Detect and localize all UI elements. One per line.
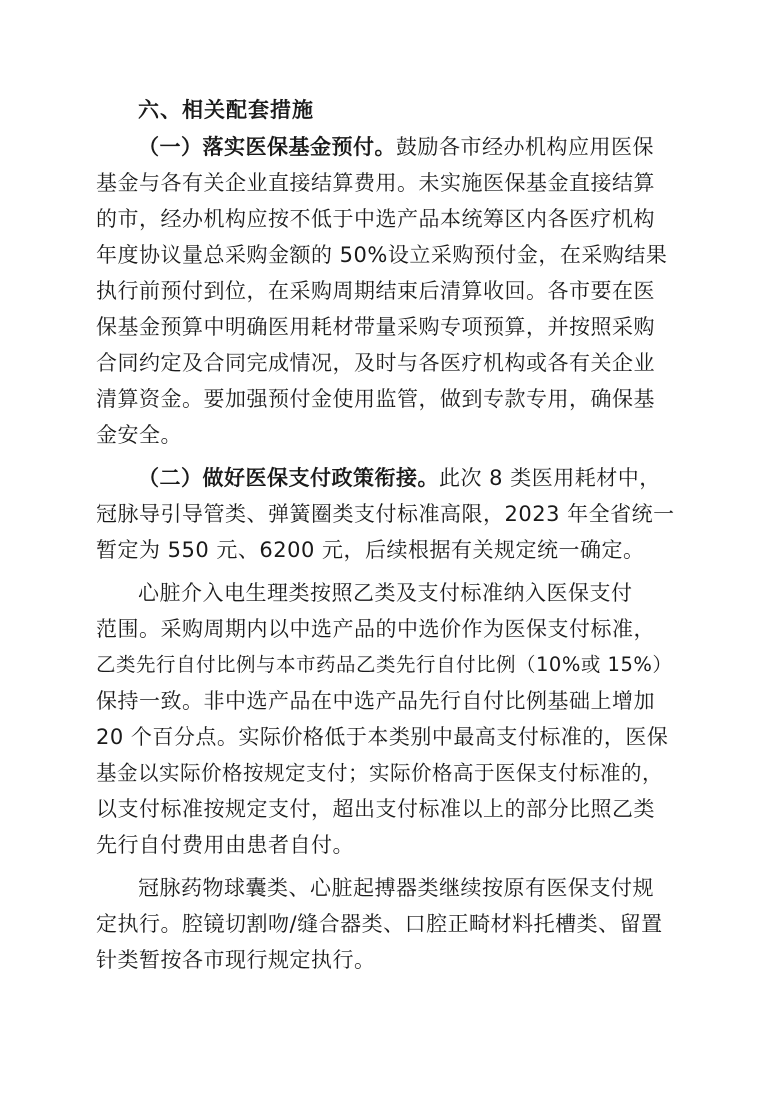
line-text: 合同约定及合同完成情况，及时与各医疗机构或各有关企业	[96, 351, 655, 375]
text-line	[96, 647, 672, 683]
text-line	[96, 273, 655, 309]
paragraph-lead: （一）落实医保基金预付。	[138, 135, 396, 159]
text-line	[96, 532, 645, 568]
line-text: 执行前预付到位，在采购周期结束后清算收回。各市要在医	[96, 279, 655, 303]
line-text: 年度协议量总采购金额的 50%设立采购预付金，在采购结果	[96, 243, 668, 267]
line-text: 以支付标准按规定支付，超出支付标准以上的部分比照乙类	[96, 797, 655, 821]
text-line	[96, 719, 668, 755]
text-line	[96, 345, 655, 381]
text-line	[96, 827, 354, 863]
line-text: 乙类先行自付比例与本市药品乙类先行自付比例（10%或 15%）	[96, 653, 673, 676]
text-line	[96, 381, 655, 417]
line-text: 保持一致。非中选产品在中选产品先行自付比例基础上增加	[96, 689, 655, 713]
line-text: 冠脉导引导管类、弹簧圈类支付标准高限，2023 年全省统一	[96, 502, 675, 526]
text-line	[96, 683, 655, 719]
text-line	[138, 575, 633, 611]
line-text: 冠脉药物球囊类、心脏起搏器类继续按原有医保支付规	[138, 876, 654, 900]
line-text: 20 个百分点。实际价格低于本类别中最高支付标准的，医保	[96, 725, 669, 749]
line-text: 针类暂按各市现行规定执行。	[96, 948, 376, 972]
text-line	[96, 417, 182, 453]
text-line	[138, 870, 654, 906]
text-line	[138, 460, 661, 496]
line-text: 定执行。腔镜切割吻/缝合器类、口腔正畸材料托槽类、留置	[96, 912, 663, 936]
line-text: 的市，经办机构应按不低于中选产品本统筹区内各医疗机构	[96, 207, 655, 231]
line-text: 先行自付费用由患者自付。	[96, 833, 354, 857]
line-text: 保基金预算中明确医用耗材带量采购专项预算，并按照采购	[96, 315, 655, 339]
line-text: 清算资金。要加强预付金使用监管，做到专款专用，确保基	[96, 387, 655, 411]
text-line	[96, 309, 655, 345]
paragraph-lead: （二）做好医保支付政策衔接。	[138, 466, 439, 490]
text-line	[96, 791, 655, 827]
line-text: 基金以实际价格按规定支付；实际价格高于医保支付标准的，	[96, 761, 663, 785]
text-line	[96, 611, 655, 647]
text-line	[96, 906, 663, 942]
section-heading: 六、相关配套措施	[138, 98, 314, 122]
line-text: 金安全。	[96, 423, 182, 447]
line-text: 暂定为 550 元、6200 元，后续根据有关规定统一确定。	[96, 538, 645, 562]
text-line	[96, 237, 667, 273]
line-text: 此次 8 类医用耗材中，	[439, 466, 661, 490]
line-text: 范围。采购周期内以中选产品的中选价作为医保支付标准，	[96, 617, 655, 641]
text-line	[96, 755, 663, 791]
text-line	[96, 496, 675, 532]
line-text: 基金与各有关企业直接结算费用。未实施医保基金直接结算	[96, 171, 655, 195]
text-line	[138, 129, 654, 165]
line-text: 鼓励各市经办机构应用医保	[396, 135, 654, 159]
text-line	[96, 165, 655, 201]
text-line	[96, 201, 655, 237]
text-line	[96, 942, 376, 978]
line-text: 心脏介入电生理类按照乙类及支付标准纳入医保支付	[138, 581, 633, 605]
